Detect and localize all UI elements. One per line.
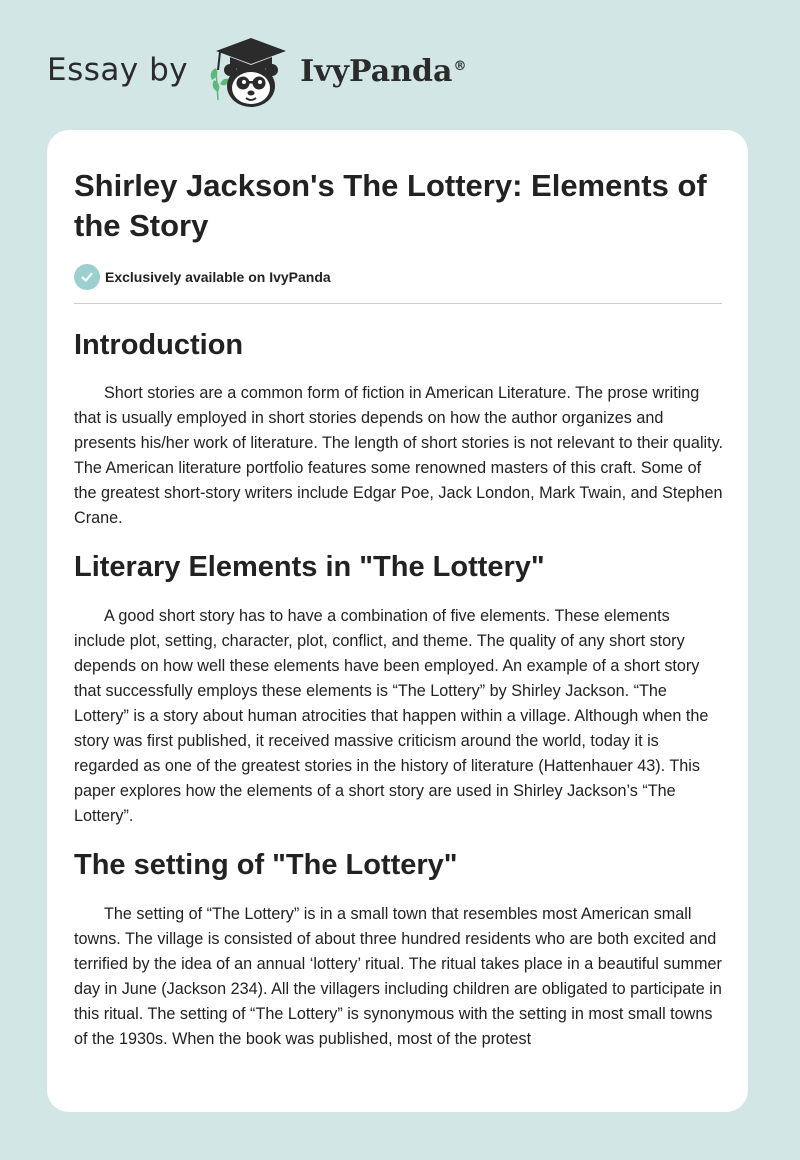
exclusive-badge	[74, 264, 722, 290]
checkmark-icon	[74, 264, 100, 290]
section-paragraph-literary-elements: A good short story has to have a combination of five elements. These elements include plot, setting, character, plot, conflict, and theme. The quality of any short story depends on how well these elements have been employed. An example of a short story that successfully employs these elements is “The Lottery” by Shirley Jackson. “The Lottery” is a story about human atrocities that happen within a village. Although when the story was first published, it received massive criticism around the world, today it is regarded as one of the greatest stories in the history of literature (Hattenhauer 43). This paper explores how the elements of a short story are used in Shirley Jackson’s “The Lottery”.	[74, 607, 709, 825]
section-heading-setting: The setting of "The Lottery"	[74, 849, 458, 881]
divider	[74, 303, 722, 304]
essay-card	[47, 130, 748, 1112]
registered-mark: ®	[453, 58, 467, 74]
brand-prefix: Essay by	[47, 52, 189, 88]
section-paragraph-introduction: Short stories are a common form of fiction in American Literature. The prose writing that is usually employed in short stories depends on how the author organizes and presents his/her work of literature. The length of short stories is not relevant to their quality. The American literature portfolio features some renowned masters of this craft. Some of the greatest short-story writers include Edgar Poe, Jack London, Mark Twain, and Stephen Crane.	[74, 384, 724, 527]
section-heading-introduction: Introduction	[74, 329, 244, 361]
badge-text: Exclusively available on IvyPanda	[105, 269, 331, 285]
section-heading-literary-elements: Literary Elements in "The Lottery"	[74, 551, 545, 583]
brand-name	[300, 54, 466, 89]
section-paragraph-setting: The setting of “The Lottery” is in a small town that resembles most American small towns. The village is consisted of about three hundred residents who are both excited and terrified by the idea of an annual ‘lottery’ ritual. The ritual takes place in a beautiful summer day in June (Jackson 234). All the villagers including children are obligated to participate in this ritual. The setting of “The Lottery” is synonymous with the setting in most small towns of the 1930s. When the book was published, most of the protest	[74, 905, 722, 1048]
brand-header[interactable]	[47, 34, 466, 110]
panda-logo-icon	[206, 34, 296, 110]
page-title: Shirley Jackson's The Lottery: Elements of the Story	[74, 168, 707, 243]
brand-name-text: IvyPanda	[300, 53, 453, 89]
